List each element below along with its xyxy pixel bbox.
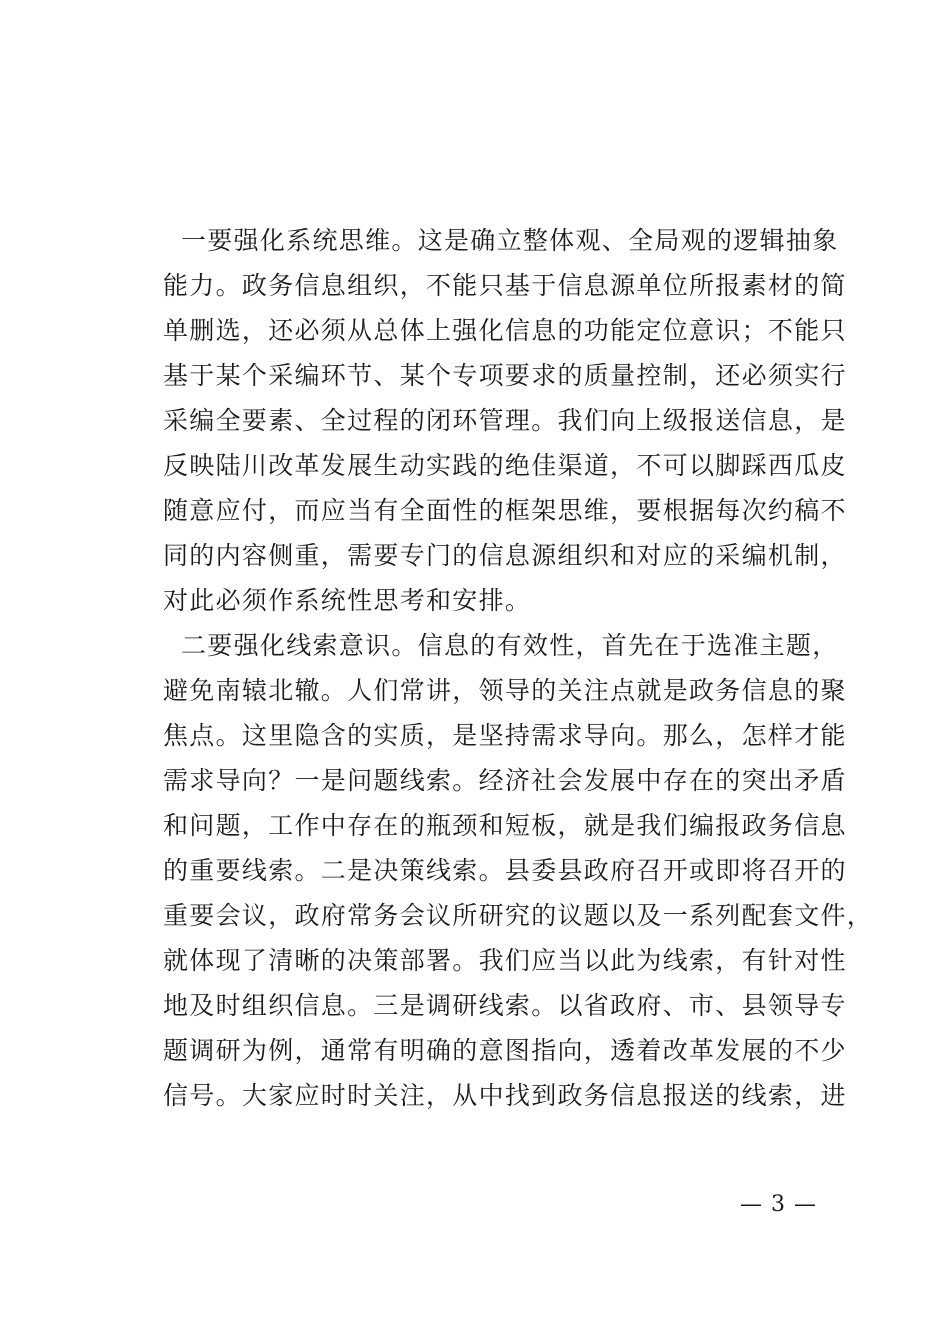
text-line: 避免南辕北辙。人们常讲，领导的关注点就是政务信息的聚 <box>163 676 847 705</box>
text-line: 反映陆川改革发展生动实践的绝佳渠道，不可以脚踩西瓜皮 <box>163 451 847 480</box>
page-number: — 3 — <box>740 1192 817 1217</box>
text-line: 的重要线索。二是决策线索。县委县政府召开或即将召开的 <box>163 856 847 885</box>
text-line: 单删选，还必须从总体上强化信息的功能定位意识；不能只 <box>163 316 847 345</box>
body-text <box>163 218 874 1118</box>
text-line: 信号。大家应时时关注，从中找到政务信息报送的线索，进 <box>163 1081 847 1110</box>
paragraph-2 <box>163 623 874 1118</box>
text-line: 基于某个采编环节、某个专项要求的质量控制，还必须实行 <box>163 361 847 390</box>
text-line: 随意应付，而应当有全面性的框架思维，要根据每次约稿不 <box>163 496 847 525</box>
text-line: 需求导向？一是问题线索。经济社会发展中存在的突出矛盾 <box>163 766 847 795</box>
paragraph-1 <box>163 218 847 623</box>
text-line: 能力。政务信息组织，不能只基于信息源单位所报素材的简 <box>163 271 847 300</box>
text-line: 同的内容侧重，需要专门的信息源组织和对应的采编机制， <box>163 541 847 570</box>
text-line: 二要强化线索意识。信息的有效性，首先在于选准主题， <box>181 631 839 660</box>
text-line: 重要会议，政府常务会议所研究的议题以及一系列配套文件， <box>163 901 874 930</box>
text-line: 对此必须作系统性思考和安排。 <box>163 586 532 615</box>
text-line: 题调研为例，通常有明确的意图指向，透着改革发展的不少 <box>163 1036 847 1065</box>
text-line: 焦点。这里隐含的实质，是坚持需求导向。那么，怎样才能 <box>163 721 847 750</box>
text-line: 就体现了清晰的决策部署。我们应当以此为线索，有针对性 <box>163 946 847 975</box>
text-line: 地及时组织信息。三是调研线索。以省政府、市、县领导专 <box>163 991 847 1020</box>
text-line: 和问题，工作中存在的瓶颈和短板，就是我们编报政务信息 <box>163 811 847 840</box>
text-line: 一要强化系统思维。这是确立整体观、全局观的逻辑抽象 <box>181 226 839 255</box>
text-line: 采编全要素、全过程的闭环管理。我们向上级报送信息，是 <box>163 406 847 435</box>
